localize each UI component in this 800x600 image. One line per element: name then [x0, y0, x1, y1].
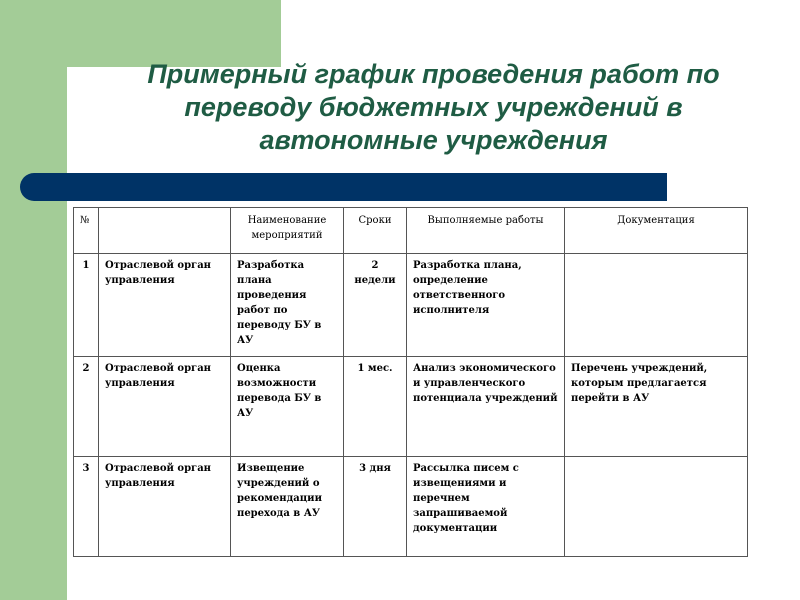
slide-title [67, 58, 800, 157]
row-organization: Отраслевой орган управления [99, 254, 231, 357]
table-header-row [74, 208, 748, 254]
row-work: Рассылка писем с извещениями и перечнем запрашиваемой документации [407, 457, 565, 557]
row-number: 3 [74, 457, 99, 557]
row-organization: Отраслевой орган управления [99, 357, 231, 457]
row-term: 3 дня [344, 457, 407, 557]
row-number: 2 [74, 357, 99, 457]
slide-title-line-2: переводу бюджетных учреждений в [184, 92, 683, 122]
header-organization [99, 208, 231, 254]
green-top-decoration [0, 0, 281, 67]
row-work: Анализ экономического и управленческого потенциала учреждений [407, 357, 565, 457]
row-event: Разработка плана проведения работ по переводу БУ в АУ [231, 254, 344, 357]
table-row [74, 254, 748, 357]
row-term: 1 мес. [344, 357, 407, 457]
row-work: Разработка плана, определение ответственного исполнителя [407, 254, 565, 357]
row-term: 2 недели [344, 254, 407, 357]
header-terms: Сроки [344, 208, 407, 254]
row-docs [565, 457, 748, 557]
title-underline-bar [20, 173, 667, 201]
table-row [74, 457, 748, 557]
slide-title-line-3: автономные учреждения [259, 125, 608, 155]
header-number: № [74, 208, 99, 254]
header-works: Выполняемые работы [407, 208, 565, 254]
row-docs [565, 254, 748, 357]
row-event: Извещение учреждений о рекомендации перехода в АУ [231, 457, 344, 557]
row-event: Оценка возможности перевода БУ в АУ [231, 357, 344, 457]
header-event-name: Наименование мероприятий [231, 208, 344, 254]
header-documentation: Документация [565, 208, 748, 254]
row-docs: Перечень учреждений, которым предлагается перейти в АУ [565, 357, 748, 457]
row-number: 1 [74, 254, 99, 357]
slide-title-line-1: Примерный график проведения работ по [147, 59, 720, 89]
schedule-table [73, 207, 748, 557]
row-organization: Отраслевой орган управления [99, 457, 231, 557]
green-sidebar-decoration [0, 0, 67, 600]
table-row [74, 357, 748, 457]
